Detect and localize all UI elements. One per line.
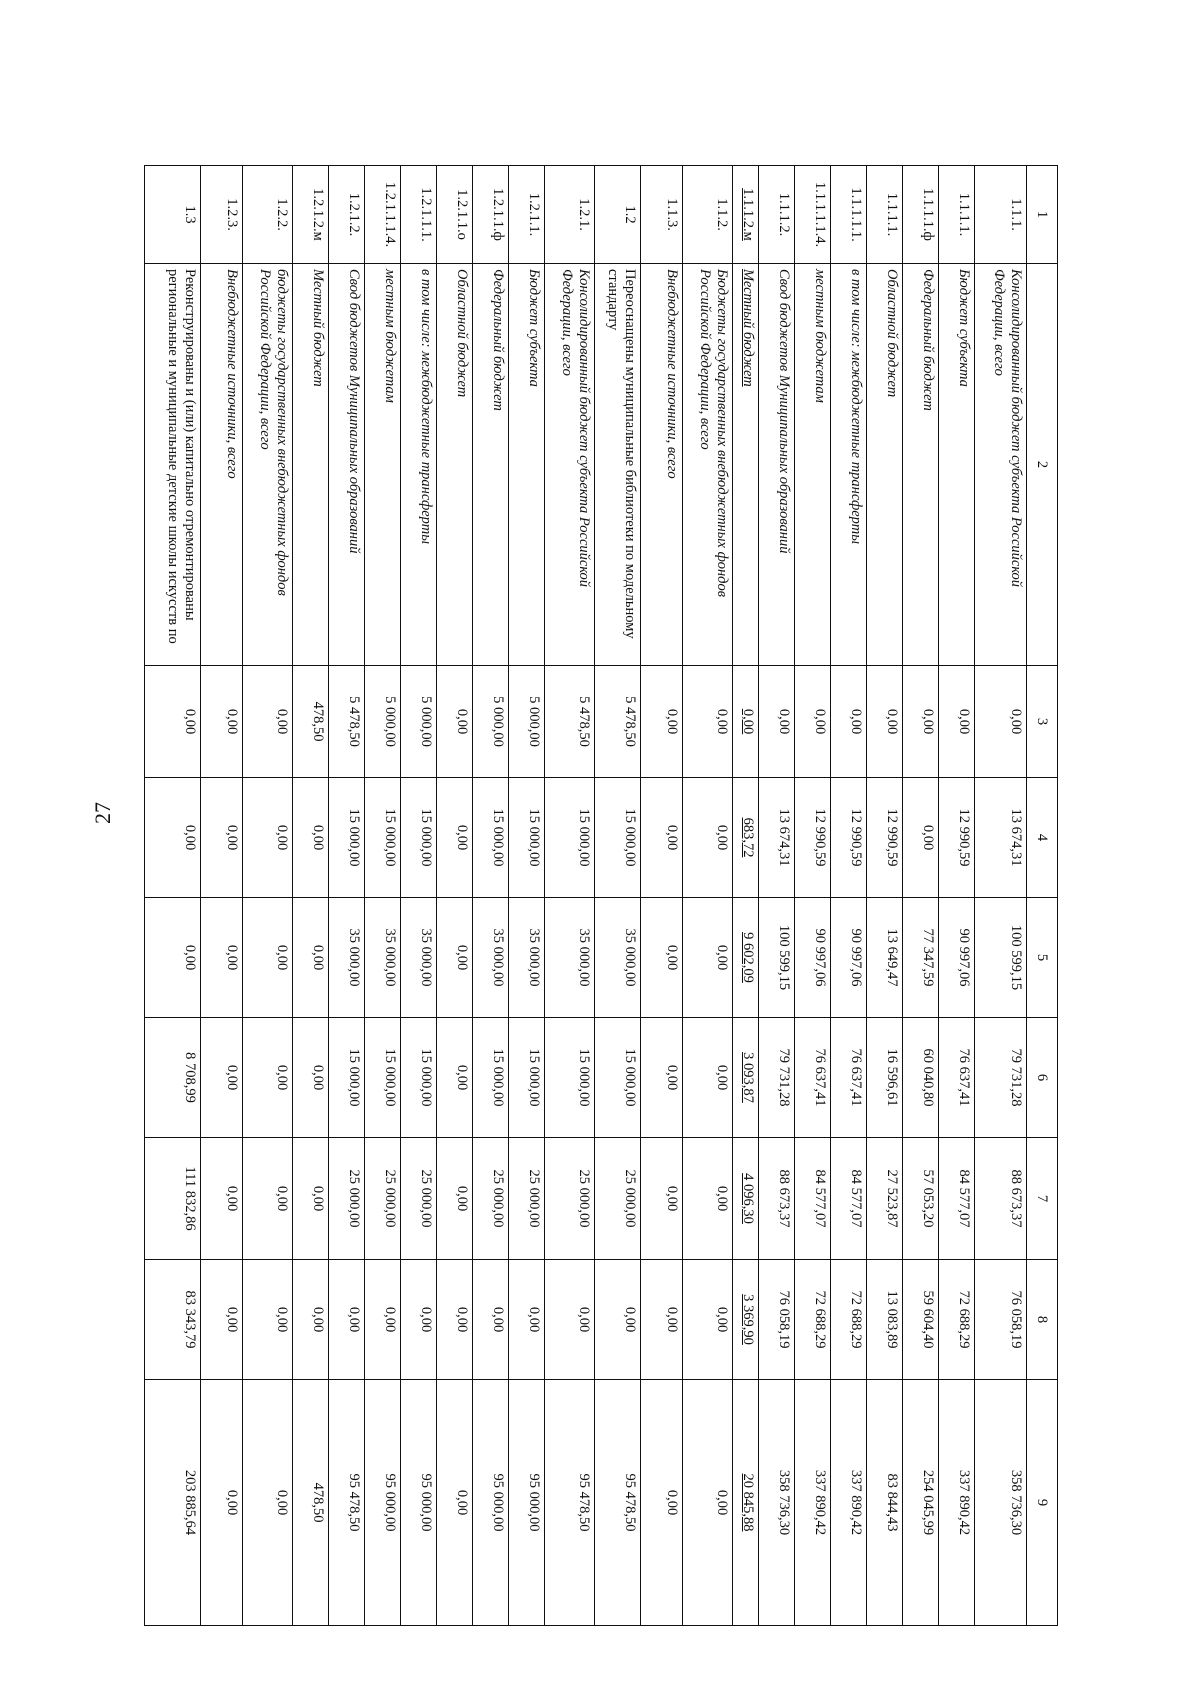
row-value-cell: 15 000,00 <box>329 1018 365 1138</box>
row-value-cell: 20 845,88 <box>733 1380 759 1626</box>
row-value-cell: 95 478,50 <box>329 1380 365 1626</box>
row-value-cell: 0,00 <box>145 778 201 898</box>
row-name-cell: Реконструированы и (или) капитально отремонтированы региональные и муниципальные детские школы искусств по <box>145 264 201 666</box>
row-value-cell: 0,00 <box>243 898 293 1018</box>
table-row <box>641 166 683 1626</box>
table-row <box>759 166 795 1626</box>
table-header-row <box>1027 166 1058 1626</box>
row-value-cell: 35 000,00 <box>401 898 437 1018</box>
table-row <box>683 166 733 1626</box>
row-name-cell: Бюджет субъекта <box>509 264 545 666</box>
row-value-cell: 35 000,00 <box>329 898 365 1018</box>
row-value-cell: 0,00 <box>365 1260 401 1380</box>
row-value-cell: 95 000,00 <box>401 1380 437 1626</box>
row-name-cell: Переоснащены муниципальные библиотеки по модельному стандарту <box>595 264 641 666</box>
row-value-cell: 15 000,00 <box>365 778 401 898</box>
row-name-cell: Федеральный бюджет <box>903 264 939 666</box>
row-value-cell: 0,00 <box>243 1260 293 1380</box>
row-value-cell: 35 000,00 <box>473 898 509 1018</box>
row-name-cell: Областной бюджет <box>867 264 903 666</box>
row-value-cell: 88 673,37 <box>759 1138 795 1260</box>
table-row <box>831 166 867 1626</box>
row-name-cell: в том числе: межбюджетные трансферты <box>401 264 437 666</box>
table-row <box>509 166 545 1626</box>
row-value-cell: 83 844,43 <box>867 1380 903 1626</box>
row-code-cell: 1.1.1.2. <box>759 166 795 264</box>
row-code-cell: 1.2.3. <box>201 166 243 264</box>
row-value-cell: 77 347,59 <box>903 898 939 1018</box>
row-name-cell: Свод бюджетов Муниципальных образований <box>759 264 795 666</box>
row-value-cell: 5 000,00 <box>473 666 509 778</box>
row-value-cell: 25 000,00 <box>329 1138 365 1260</box>
row-code-cell: 1.1.1.1. <box>867 166 903 264</box>
row-value-cell: 5 478,50 <box>329 666 365 778</box>
row-code-cell: 1.2.1.1.1.4. <box>365 166 401 264</box>
row-value-cell: 0,00 <box>437 666 473 778</box>
row-value-cell: 72 688,29 <box>831 1260 867 1380</box>
row-value-cell: 25 000,00 <box>473 1138 509 1260</box>
row-value-cell: 76 637,41 <box>831 1018 867 1138</box>
row-value-cell: 76 637,41 <box>795 1018 831 1138</box>
row-value-cell: 0,00 <box>831 666 867 778</box>
table-body <box>145 166 1027 1626</box>
row-value-cell: 0,00 <box>293 1260 329 1380</box>
row-value-cell: 337 890,42 <box>831 1380 867 1626</box>
row-value-cell: 0,00 <box>243 1138 293 1260</box>
row-value-cell: 5 000,00 <box>365 666 401 778</box>
row-value-cell: 0,00 <box>293 778 329 898</box>
row-value-cell: 0,00 <box>329 1260 365 1380</box>
row-value-cell: 84 577,07 <box>795 1138 831 1260</box>
row-value-cell: 0,00 <box>201 1018 243 1138</box>
row-name-cell: местным бюджетам <box>365 264 401 666</box>
row-value-cell: 0,00 <box>145 898 201 1018</box>
row-code-cell: 1.1.1.2.м <box>733 166 759 264</box>
row-name-cell: Свод бюджетов Муниципальных образований <box>329 264 365 666</box>
row-value-cell: 12 990,59 <box>939 778 975 898</box>
row-value-cell: 90 997,06 <box>831 898 867 1018</box>
row-value-cell: 15 000,00 <box>401 778 437 898</box>
row-value-cell: 15 000,00 <box>595 778 641 898</box>
row-value-cell: 0,00 <box>759 666 795 778</box>
row-name-cell: Местный бюджет <box>733 264 759 666</box>
table-row <box>939 166 975 1626</box>
row-value-cell: 0,00 <box>437 1260 473 1380</box>
row-value-cell: 0,00 <box>903 666 939 778</box>
rotated-table-container <box>148 165 1058 1625</box>
row-value-cell: 5 000,00 <box>509 666 545 778</box>
row-value-cell: 254 045,99 <box>903 1380 939 1626</box>
row-value-cell: 0,00 <box>437 1380 473 1626</box>
header-cell: 1 <box>1027 166 1058 264</box>
row-value-cell: 9 602,09 <box>733 898 759 1018</box>
row-value-cell: 0,00 <box>201 1138 243 1260</box>
row-value-cell: 0,00 <box>437 898 473 1018</box>
row-value-cell: 35 000,00 <box>545 898 595 1018</box>
row-value-cell: 0,00 <box>939 666 975 778</box>
row-value-cell: 100 599,15 <box>759 898 795 1018</box>
row-value-cell: 0,00 <box>975 666 1027 778</box>
row-value-cell: 5 478,50 <box>545 666 595 778</box>
row-value-cell: 15 000,00 <box>401 1018 437 1138</box>
row-value-cell: 76 058,19 <box>759 1260 795 1380</box>
row-value-cell: 0,00 <box>867 666 903 778</box>
row-name-cell: Внебюджетные источники, всего <box>641 264 683 666</box>
table-row <box>595 166 641 1626</box>
table-row <box>145 166 201 1626</box>
row-value-cell: 0,00 <box>509 1260 545 1380</box>
row-code-cell: 1.2.1.2. <box>329 166 365 264</box>
table-row <box>437 166 473 1626</box>
row-name-cell: местным бюджетам <box>795 264 831 666</box>
table-row <box>867 166 903 1626</box>
row-value-cell: 25 000,00 <box>401 1138 437 1260</box>
row-value-cell: 4 096,30 <box>733 1138 759 1260</box>
row-code-cell: 1.2.1. <box>545 166 595 264</box>
row-value-cell: 12 990,59 <box>867 778 903 898</box>
row-value-cell: 0,00 <box>243 1380 293 1626</box>
row-value-cell: 15 000,00 <box>509 778 545 898</box>
row-value-cell: 95 478,50 <box>545 1380 595 1626</box>
row-value-cell: 35 000,00 <box>509 898 545 1018</box>
row-value-cell: 0,00 <box>545 1260 595 1380</box>
row-code-cell: 1.1.1. <box>975 166 1027 264</box>
row-value-cell: 15 000,00 <box>365 1018 401 1138</box>
row-value-cell: 111 832,86 <box>145 1138 201 1260</box>
row-value-cell: 0,00 <box>437 1138 473 1260</box>
row-value-cell: 0,00 <box>201 1380 243 1626</box>
row-value-cell: 0,00 <box>595 1260 641 1380</box>
row-value-cell: 59 604,40 <box>903 1260 939 1380</box>
row-value-cell: 0,00 <box>243 1018 293 1138</box>
row-value-cell: 3 093,87 <box>733 1018 759 1138</box>
row-value-cell: 79 731,28 <box>759 1018 795 1138</box>
row-name-cell: Местный бюджет <box>293 264 329 666</box>
row-value-cell: 0,00 <box>683 666 733 778</box>
row-value-cell: 3 369,90 <box>733 1260 759 1380</box>
row-name-cell: бюджеты государственных внебюджетных фондов Российской Федерации, всего <box>243 264 293 666</box>
row-name-cell: Консолидированный бюджет субъекта Российской Федерации, всего <box>545 264 595 666</box>
row-value-cell: 5 478,50 <box>595 666 641 778</box>
row-value-cell: 478,50 <box>293 1380 329 1626</box>
row-code-cell: 1.2.1.1.о <box>437 166 473 264</box>
row-code-cell: 1.2.1.1.1. <box>401 166 437 264</box>
row-code-cell: 1.3 <box>145 166 201 264</box>
row-value-cell: 0,00 <box>641 666 683 778</box>
table-row <box>201 166 243 1626</box>
header-cell: 7 <box>1027 1138 1058 1260</box>
row-name-cell: Консолидированный бюджет субъекта Российской Федерации, всего <box>975 264 1027 666</box>
row-value-cell: 0,00 <box>683 1380 733 1626</box>
row-value-cell: 0,00 <box>795 666 831 778</box>
header-cell: 8 <box>1027 1260 1058 1380</box>
row-value-cell: 72 688,29 <box>795 1260 831 1380</box>
row-value-cell: 15 000,00 <box>329 778 365 898</box>
row-value-cell: 72 688,29 <box>939 1260 975 1380</box>
row-value-cell: 90 997,06 <box>939 898 975 1018</box>
row-value-cell: 0,00 <box>683 1260 733 1380</box>
table-row <box>401 166 437 1626</box>
row-value-cell: 0,00 <box>683 1138 733 1260</box>
row-value-cell: 95 478,50 <box>595 1380 641 1626</box>
row-value-cell: 0,00 <box>641 1018 683 1138</box>
row-value-cell: 337 890,42 <box>939 1380 975 1626</box>
row-value-cell: 5 000,00 <box>401 666 437 778</box>
row-value-cell: 0,00 <box>243 778 293 898</box>
row-value-cell: 27 523,87 <box>867 1138 903 1260</box>
row-value-cell: 35 000,00 <box>365 898 401 1018</box>
row-code-cell: 1.1.1.1.ф <box>903 166 939 264</box>
row-name-cell: Областной бюджет <box>437 264 473 666</box>
row-value-cell: 15 000,00 <box>545 1018 595 1138</box>
row-name-cell: Внебюджетные источники, всего <box>201 264 243 666</box>
row-value-cell: 0,00 <box>903 778 939 898</box>
row-value-cell: 0,00 <box>473 1260 509 1380</box>
header-cell: 6 <box>1027 1018 1058 1138</box>
table-row <box>903 166 939 1626</box>
row-value-cell: 16 596,61 <box>867 1018 903 1138</box>
row-value-cell: 15 000,00 <box>473 1018 509 1138</box>
row-value-cell: 0,00 <box>201 898 243 1018</box>
table-row <box>243 166 293 1626</box>
page-number: 27 <box>90 802 115 824</box>
row-value-cell: 57 053,20 <box>903 1138 939 1260</box>
row-value-cell: 13 649,47 <box>867 898 903 1018</box>
row-value-cell: 0,00 <box>683 1018 733 1138</box>
row-value-cell: 0,00 <box>641 1260 683 1380</box>
row-code-cell: 1.1.3. <box>641 166 683 264</box>
row-value-cell: 683,72 <box>733 778 759 898</box>
row-value-cell: 0,00 <box>437 778 473 898</box>
row-value-cell: 358 736,30 <box>975 1380 1027 1626</box>
row-value-cell: 76 058,19 <box>975 1260 1027 1380</box>
row-value-cell: 0,00 <box>641 1138 683 1260</box>
header-cell: 5 <box>1027 898 1058 1018</box>
row-name-cell: Федеральный бюджет <box>473 264 509 666</box>
row-value-cell: 0,00 <box>437 1018 473 1138</box>
table-row <box>365 166 401 1626</box>
row-value-cell: 0,00 <box>683 778 733 898</box>
row-value-cell: 25 000,00 <box>365 1138 401 1260</box>
row-code-cell: 1.1.1.1. <box>939 166 975 264</box>
row-value-cell: 35 000,00 <box>595 898 641 1018</box>
row-value-cell: 25 000,00 <box>595 1138 641 1260</box>
row-value-cell: 15 000,00 <box>595 1018 641 1138</box>
table-row <box>975 166 1027 1626</box>
row-value-cell: 88 673,37 <box>975 1138 1027 1260</box>
row-value-cell: 0,00 <box>401 1260 437 1380</box>
row-value-cell: 95 000,00 <box>509 1380 545 1626</box>
row-value-cell: 15 000,00 <box>473 778 509 898</box>
row-value-cell: 0,00 <box>243 666 293 778</box>
row-code-cell: 1.2.1.2.м <box>293 166 329 264</box>
table-row <box>473 166 509 1626</box>
row-value-cell: 0,00 <box>683 898 733 1018</box>
row-value-cell: 478,50 <box>293 666 329 778</box>
row-value-cell: 25 000,00 <box>545 1138 595 1260</box>
row-code-cell: 1.2.1.1. <box>509 166 545 264</box>
row-value-cell: 84 577,07 <box>831 1138 867 1260</box>
row-value-cell: 0,00 <box>641 778 683 898</box>
row-value-cell: 95 000,00 <box>365 1380 401 1626</box>
row-name-cell: Бюджет субъекта <box>939 264 975 666</box>
row-value-cell: 0,00 <box>641 1380 683 1626</box>
row-value-cell: 0,00 <box>201 778 243 898</box>
row-value-cell: 15 000,00 <box>509 1018 545 1138</box>
budget-table <box>144 165 1058 1626</box>
row-value-cell: 0,00 <box>733 666 759 778</box>
table-row <box>795 166 831 1626</box>
header-cell: 2 <box>1027 264 1058 666</box>
header-cell: 9 <box>1027 1380 1058 1626</box>
row-value-cell: 0,00 <box>145 666 201 778</box>
row-value-cell: 358 736,30 <box>759 1380 795 1626</box>
row-value-cell: 79 731,28 <box>975 1018 1027 1138</box>
table-row <box>733 166 759 1626</box>
row-name-cell: в том числе: межбюджетные трансферты <box>831 264 867 666</box>
row-value-cell: 12 990,59 <box>795 778 831 898</box>
row-value-cell: 12 990,59 <box>831 778 867 898</box>
row-value-cell: 95 000,00 <box>473 1380 509 1626</box>
table-row <box>329 166 365 1626</box>
row-value-cell: 0,00 <box>293 1018 329 1138</box>
row-value-cell: 13 674,31 <box>759 778 795 898</box>
row-value-cell: 0,00 <box>293 1138 329 1260</box>
row-value-cell: 13 674,31 <box>975 778 1027 898</box>
header-cell: 4 <box>1027 778 1058 898</box>
row-value-cell: 8 708,99 <box>145 1018 201 1138</box>
row-code-cell: 1.2.2. <box>243 166 293 264</box>
row-value-cell: 84 577,07 <box>939 1138 975 1260</box>
row-value-cell: 15 000,00 <box>545 778 595 898</box>
row-value-cell: 337 890,42 <box>795 1380 831 1626</box>
header-cell: 3 <box>1027 666 1058 778</box>
row-code-cell: 1.1.1.1.1. <box>831 166 867 264</box>
row-value-cell: 25 000,00 <box>509 1138 545 1260</box>
row-value-cell: 76 637,41 <box>939 1018 975 1138</box>
row-code-cell: 1.2.1.1.ф <box>473 166 509 264</box>
row-value-cell: 0,00 <box>201 1260 243 1380</box>
row-value-cell: 0,00 <box>641 898 683 1018</box>
row-value-cell: 203 885,64 <box>145 1380 201 1626</box>
table-row <box>545 166 595 1626</box>
table-row <box>293 166 329 1626</box>
row-value-cell: 83 343,79 <box>145 1260 201 1380</box>
row-code-cell: 1.2 <box>595 166 641 264</box>
row-value-cell: 13 083,89 <box>867 1260 903 1380</box>
row-value-cell: 90 997,06 <box>795 898 831 1018</box>
row-code-cell: 1.1.1.1.1.4. <box>795 166 831 264</box>
row-name-cell: Бюджеты государственных внебюджетных фондов Российской Федерации, всего <box>683 264 733 666</box>
row-value-cell: 60 040,80 <box>903 1018 939 1138</box>
row-value-cell: 0,00 <box>293 898 329 1018</box>
row-value-cell: 100 599,15 <box>975 898 1027 1018</box>
row-code-cell: 1.1.2. <box>683 166 733 264</box>
row-value-cell: 0,00 <box>201 666 243 778</box>
